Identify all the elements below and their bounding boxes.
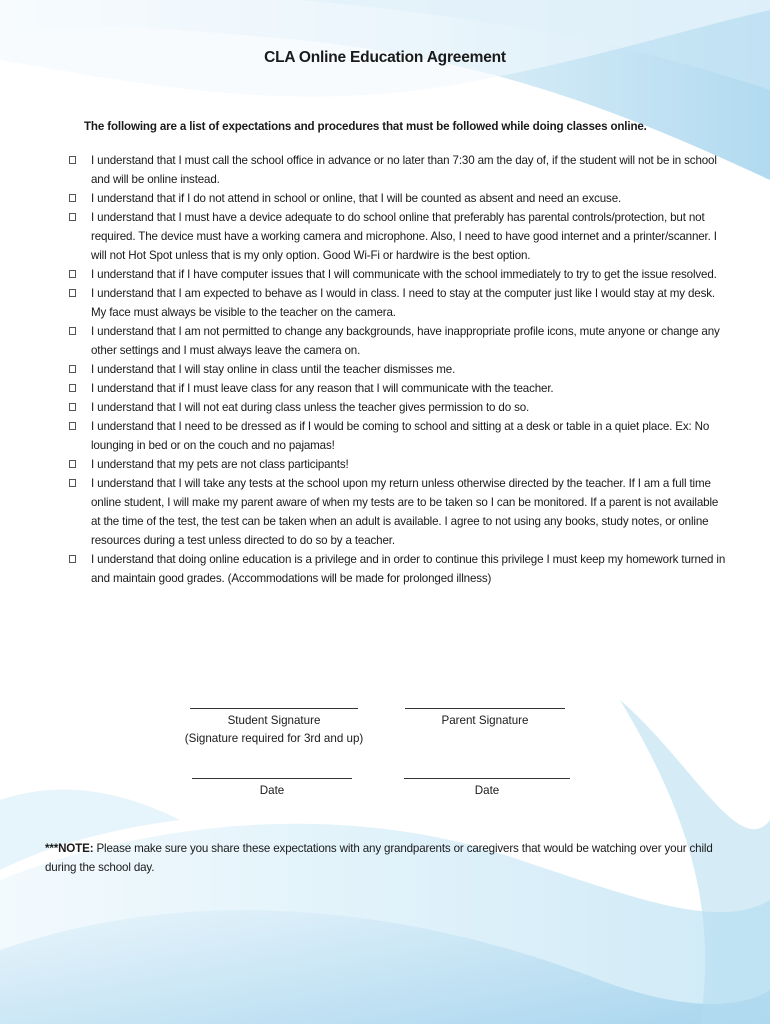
checkbox[interactable] — [69, 365, 76, 373]
parent-date-label: Date — [474, 784, 500, 797]
list-item — [68, 455, 728, 474]
list-item — [68, 379, 728, 398]
parent-date-line[interactable] — [404, 770, 570, 779]
student-signature-line[interactable] — [190, 700, 358, 709]
parent-signature-block — [405, 700, 565, 730]
item-text: I understand that I must have a device adequate to do school online that preferably has parental controls/protection, but not required. The device must have a working camera and microphone. Also, I need to have good internet and a printer/scanner. I will not Hot Spot unless that is my only option. Good Wi-Fi or hardwire is the best option. — [91, 211, 717, 262]
item-text: I understand that I need to be dressed as if I would be coming to school and sitting at a desk or table in a quiet place. Ex: No lounging in bed or on the couch and no pajamas! — [91, 420, 710, 452]
list-item — [68, 284, 728, 322]
item-text: I understand that I must call the school office in advance or no later than 7:30 am the day of, if the student will not be in school and will be online instead. — [91, 154, 717, 186]
list-item — [68, 151, 728, 189]
checkbox[interactable] — [69, 327, 76, 335]
list-item — [68, 550, 728, 588]
list-item — [68, 208, 728, 265]
student-date-label: Date — [259, 784, 285, 797]
note-paragraph — [45, 839, 725, 877]
student-signature-note: (Signature required for 3rd and up) — [184, 732, 364, 745]
item-text: I understand that if I must leave class for any reason that I will communicate with the teacher. — [91, 382, 554, 395]
checkbox[interactable] — [69, 479, 76, 487]
intro-text: The following are a list of expectations and procedures that must be followed while doing classes online. — [84, 120, 647, 133]
list-item — [68, 398, 728, 417]
checkbox[interactable] — [69, 194, 76, 202]
list-item — [68, 474, 728, 550]
item-text: I understand that I will take any tests at the school upon my return unless otherwise directed by the teacher. If I am a full time online student, I will make my parent aware of when my tests are to be taken so I can be monitored. If a parent is not available at the time of the test, the test can be taken when an adult is available. I agree to not using any books, study notes, or online resources during a test unless directed to do so by a teacher. — [91, 477, 719, 547]
student-date-block — [192, 770, 352, 800]
parent-date-block — [404, 770, 570, 800]
checkbox[interactable] — [69, 460, 76, 468]
list-item — [68, 265, 728, 284]
item-text: I understand that doing online education is a privilege and in order to continue this privilege I must keep my homework turned in and maintain good grades. (Accommodations will be made for prolonged illness) — [91, 553, 726, 585]
list-item — [68, 417, 728, 455]
expectations-list — [68, 151, 728, 588]
student-signature-label: Student Signature — [227, 714, 321, 727]
checkbox[interactable] — [69, 422, 76, 430]
list-item — [68, 189, 728, 208]
item-text: I understand that I am not permitted to change any backgrounds, have inappropriate profile icons, mute anyone or change any other settings and I must always leave the camera on. — [91, 325, 720, 357]
student-signature-block — [180, 700, 368, 748]
student-date-line[interactable] — [192, 770, 352, 779]
item-text: I understand that my pets are not class participants! — [91, 458, 349, 471]
item-text: I understand that if I do not attend in school or online, that I will be counted as absent and need an excuse. — [91, 192, 622, 205]
note-text: Please make sure you share these expectations with any grandparents or caregivers that would be watching over your child during the school day. — [45, 842, 713, 874]
checkbox[interactable] — [69, 270, 76, 278]
checkbox[interactable] — [69, 403, 76, 411]
checkbox[interactable] — [69, 289, 76, 297]
checkbox[interactable] — [69, 213, 76, 221]
page-title: CLA Online Education Agreement — [264, 49, 506, 66]
checkbox[interactable] — [69, 384, 76, 392]
checkbox[interactable] — [69, 555, 76, 563]
item-text: I understand that I am expected to behave as I would in class. I need to stay at the computer just like I would stay at my desk. My face must always be visible to the teacher on the camera. — [91, 287, 715, 319]
note-prefix: ***NOTE: — [45, 842, 94, 855]
item-text: I understand that if I have computer issues that I will communicate with the school immediately to try to get the issue resolved. — [91, 268, 717, 281]
list-item — [68, 322, 728, 360]
parent-signature-line[interactable] — [405, 700, 565, 709]
checkbox[interactable] — [69, 156, 76, 164]
parent-signature-label: Parent Signature — [441, 714, 529, 727]
item-text: I understand that I will not eat during class unless the teacher gives permission to do so. — [91, 401, 530, 414]
list-item — [68, 360, 728, 379]
item-text: I understand that I will stay online in class until the teacher dismisses me. — [91, 363, 456, 376]
